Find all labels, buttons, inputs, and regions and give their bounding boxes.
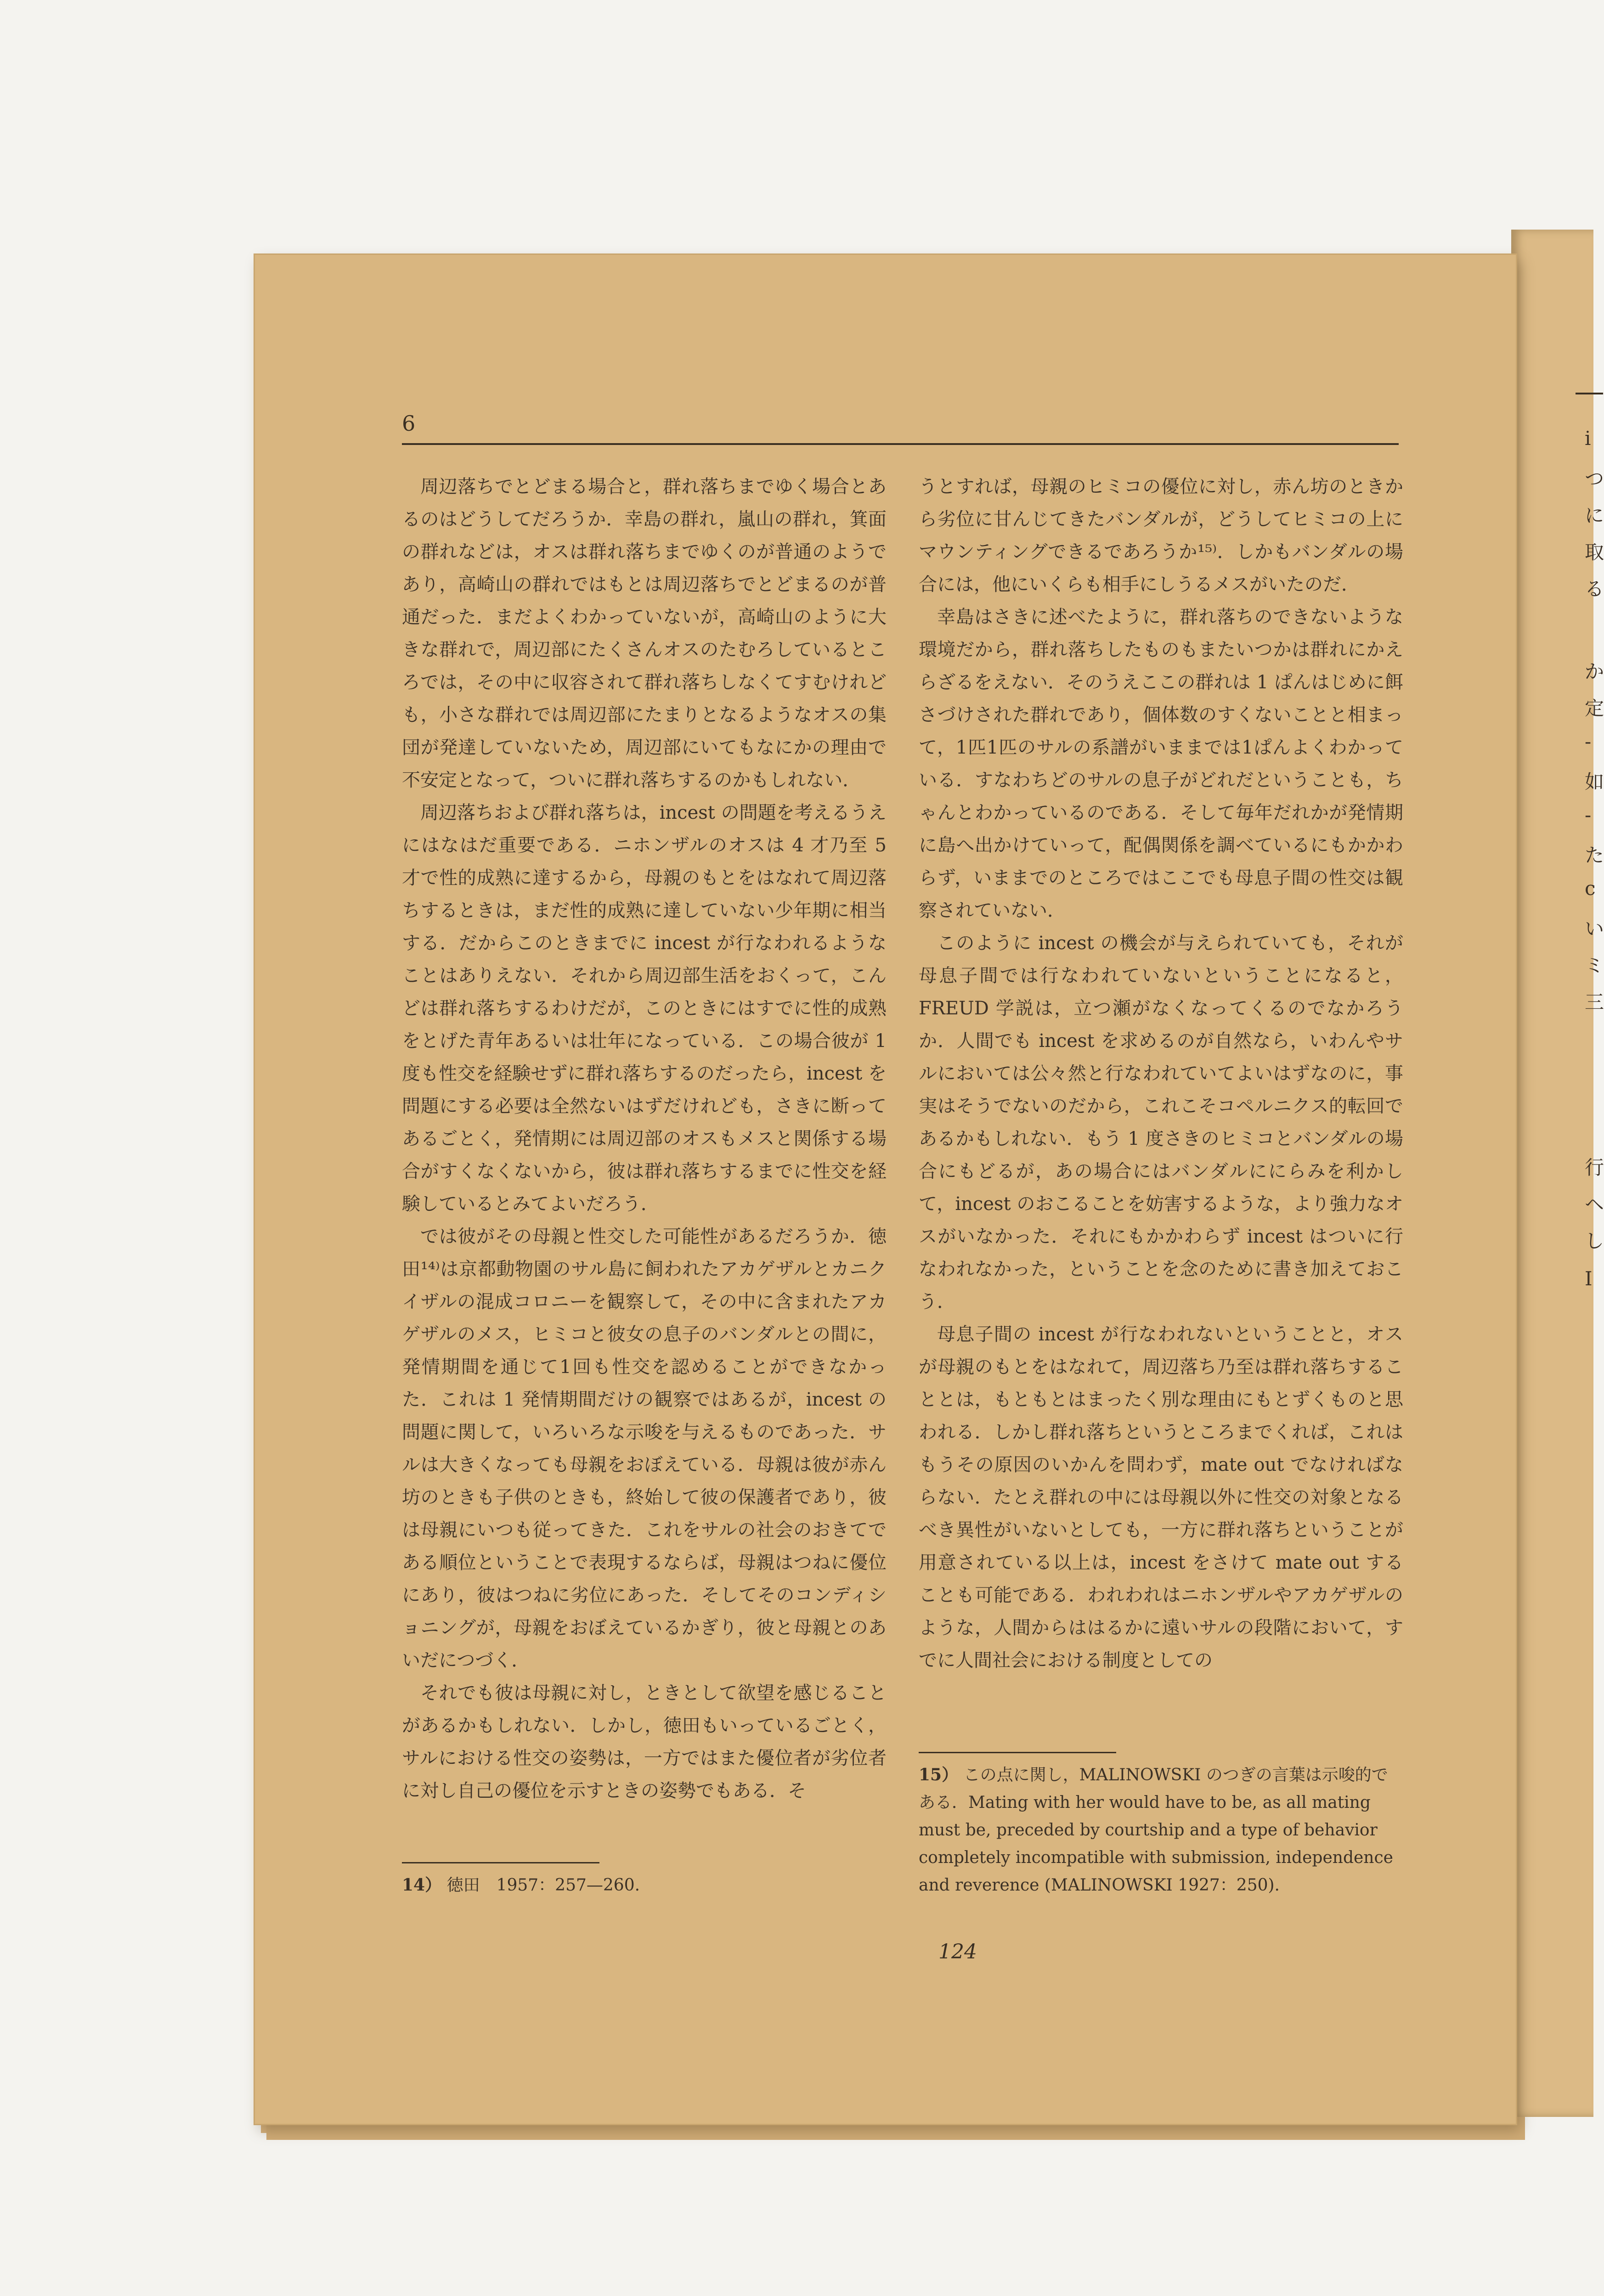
footnote-text: この点に関し，MALINOWSKI のつぎの言葉は示唆的である．Mating with her would have to be, as all mating must be, preceded by courtship and a type of behavior completely incompatible with submission, independence and reverence (MALINOWSKI 1927：250). [919,1766,1393,1895]
adjacent-page-fragment: る [1585,578,1604,600]
adjacent-page [1511,230,1604,2117]
footnote-rule [402,1862,599,1863]
adjacent-page-fragment: か [1585,660,1604,683]
adjacent-page-fragment: ミ [1585,954,1604,977]
document-page [255,255,1516,2124]
paragraph: では彼がその母親と性交した可能性があるだろうか．徳田¹⁴⁾は京都動物園のサル島に飼われたアカゲザルとカニクイザルの混成コロニーを観察して，その中に含まれたアカゲザルのメス，ヒミコと彼女の息子のバンダルとの間に，発情期間を通じて1回も性交を認めることができなかった．これは 1 発情期間だけの観察ではあるが，incest の問題に関して，いろいろな示唆を与えるものであった．サルは大きくなっても母親をおぼえている．母親は彼が赤ん坊のときも子供のときも，終始して彼の保護者であり，彼は母親にいつも従ってきた．これをサルの社会のおきてである順位ということで表現するならば，母親はつねに優位にあり，彼はつねに劣位にあった．そしてそのコンディショニングが，母親をおぼえているかぎり，彼と母親とのあいだにつづく． [402,1226,887,1671]
adjacent-page-fragment: - [1585,730,1592,753]
paragraph: このように incest の機会が与えられていても，それが母息子間では行なわれていないということになると，FREUD 学説は，立つ瀬がなくなってくるのでなかろうか．人間でも incest を求めるのが自然なら，いわんやサルにおいては公々然と行なわれていてよいはずなのに，事実はそうでないのだから，これこそコペルニクス的転回であるかもしれない．もう 1 度さきのヒミコとバンダルの場合にもどるが，あの場合にはバンダルににらみを利かして，incest のおこることを妨害するような，より強力なオスがいなかった．それにもかかわらず incest はついに行なわれなかった，ということを念のために書き加えておこう． [919,933,1403,1312]
adjacent-page-fragment: た [1585,844,1604,867]
footnote-text: 徳田 1957：257—260. [446,1876,640,1895]
paragraph: 母息子間の incest が行なわれないということと，オスが母親のもとをはなれて，周辺落ち乃至は群れ落ちすることとは，もともとはまったく別な理由にもとずくものと思われる．しかし群れ落ちというところまでくれば，これはもうその原因のいかんを問わず，mate out でなければならない．たとえ群れの中には母親以外に性交の対象となるべき異性がいないとしても，一方に群れ落ちということが用意されている以上は，incest をさけて mate out することも可能である．われわれはニホンザルやアカゲザルのような，人間からははるかに遠いサルの段階において，すでに人間社会における制度としての [919,1324,1403,1671]
page-footer-number: 124 [938,1940,977,1964]
footnote-15 [919,1761,1403,1899]
adjacent-page-fragment: c [1585,877,1596,900]
adjacent-page-fragment: に [1585,504,1604,527]
footnote-label: 15） [919,1765,959,1784]
left-column [402,471,887,1807]
footnote-label: 14） [402,1875,442,1895]
paragraph: うとすれば，母親のヒミコの優位に対し，赤ん坊のときから劣位に甘んじてきたバンダルが，どうしてヒミコの上にマウンティングできるであろうか¹⁵⁾．しかもバンダルの場合には，他にいくらも相手にしうるメスがいたのだ． [919,476,1403,595]
footnote-14 [402,1871,887,1899]
adjacent-page-fragment: I [1585,1267,1593,1290]
adjacent-page-rule [1576,393,1603,394]
paragraph: 周辺落ちでとどまる場合と，群れ落ちまでゆく場合とあるのはどうしてだろうか．幸島の群れ，嵐山の群れ，箕面の群れなどは，オスは群れ落ちまでゆくのが普通のようであり，高崎山の群れではもとは周辺落ちでとどまるのが普通だった．まだよくわかっていないが，高崎山のように大きな群れで，周辺部にたくさんオスのたむろしているところでは，その中に収容されて群れ落ちしなくてすむけれども，小さな群れでは周辺部にたまりとなるようなオスの集団が発達していないため，周辺部にいてもなにかの理由で不安定となって，ついに群れ落ちするのかもしれない． [402,476,887,791]
paragraph: 幸島はさきに述べたように，群れ落ちのできないような環境だから，群れ落ちしたものもまたいつかは群れにかえらざるをえない．そのうえここの群れは 1 ぱんはじめに餌さづけされた群れであり，個体数のすくないことと相まって，1匹1匹のサルの系譜がいままでは1ぱんよくわかっている．すなわちどのサルの息子がどれだということも，ちゃんとわかっているのである．そして毎年だれかが発情期に島へ出かけていって，配偶関係を調べているにもかかわらず，いままでのところではここでも母息子間の性交は観察されていない． [919,607,1403,921]
paragraph: 周辺落ちおよび群れ落ちは，incest の問題を考えるうえにはなはだ重要である．ニホンザルのオスは 4 才乃至 5 才で性的成熟に達するから，母親のもとをはなれて周辺落ちするときは，まだ性的成熟に達していない少年期に相当する．だからこのときまでに incest が行なわれるようなことはありえない．それから周辺部生活をおくって，こんどは群れ落ちするわけだが，このときにはすでに性的成熟をとげた青年あるいは壮年になっている．この場合彼が 1 度も性交を経験せずに群れ落ちするのだったら，incest を問題にする必要は全然ないはずだけれども，さきに断ってあるごとく，発情期には周辺部のオスもメスと関係する場合がすくなくないから，彼は群れ落ちするまでに性交を経験しているとみてよいだろう． [402,802,887,1215]
page-header-number: 6 [402,411,416,436]
paragraph: それでも彼は母親に対し，ときとして欲望を感じることがあるかもしれない．しかし，徳田もいっているごとく，サルにおける性交の姿勢は，一方ではまた優位者が劣位者に対し自己の優位を示すときの姿勢でもある．そ [402,1683,887,1801]
footnote-rule [919,1752,1116,1753]
adjacent-page-fragment: い [1585,917,1604,940]
adjacent-page-fragment: 定 [1585,697,1604,720]
header-rule [402,443,1399,445]
adjacent-page-fragment: 如 [1585,771,1604,793]
adjacent-page-fragment: ヘ [1585,1193,1604,1216]
adjacent-page-fragment: つ [1585,467,1604,490]
adjacent-page-fragment: 行 [1585,1156,1604,1179]
adjacent-page-fragment: し [1585,1230,1604,1252]
adjacent-page-fragment: i [1585,427,1591,450]
adjacent-page-fragment: 取 [1585,541,1604,563]
adjacent-page-fragment: - [1585,804,1592,826]
adjacent-page-fragment: 三 [1585,991,1604,1013]
right-column [919,471,1403,1677]
